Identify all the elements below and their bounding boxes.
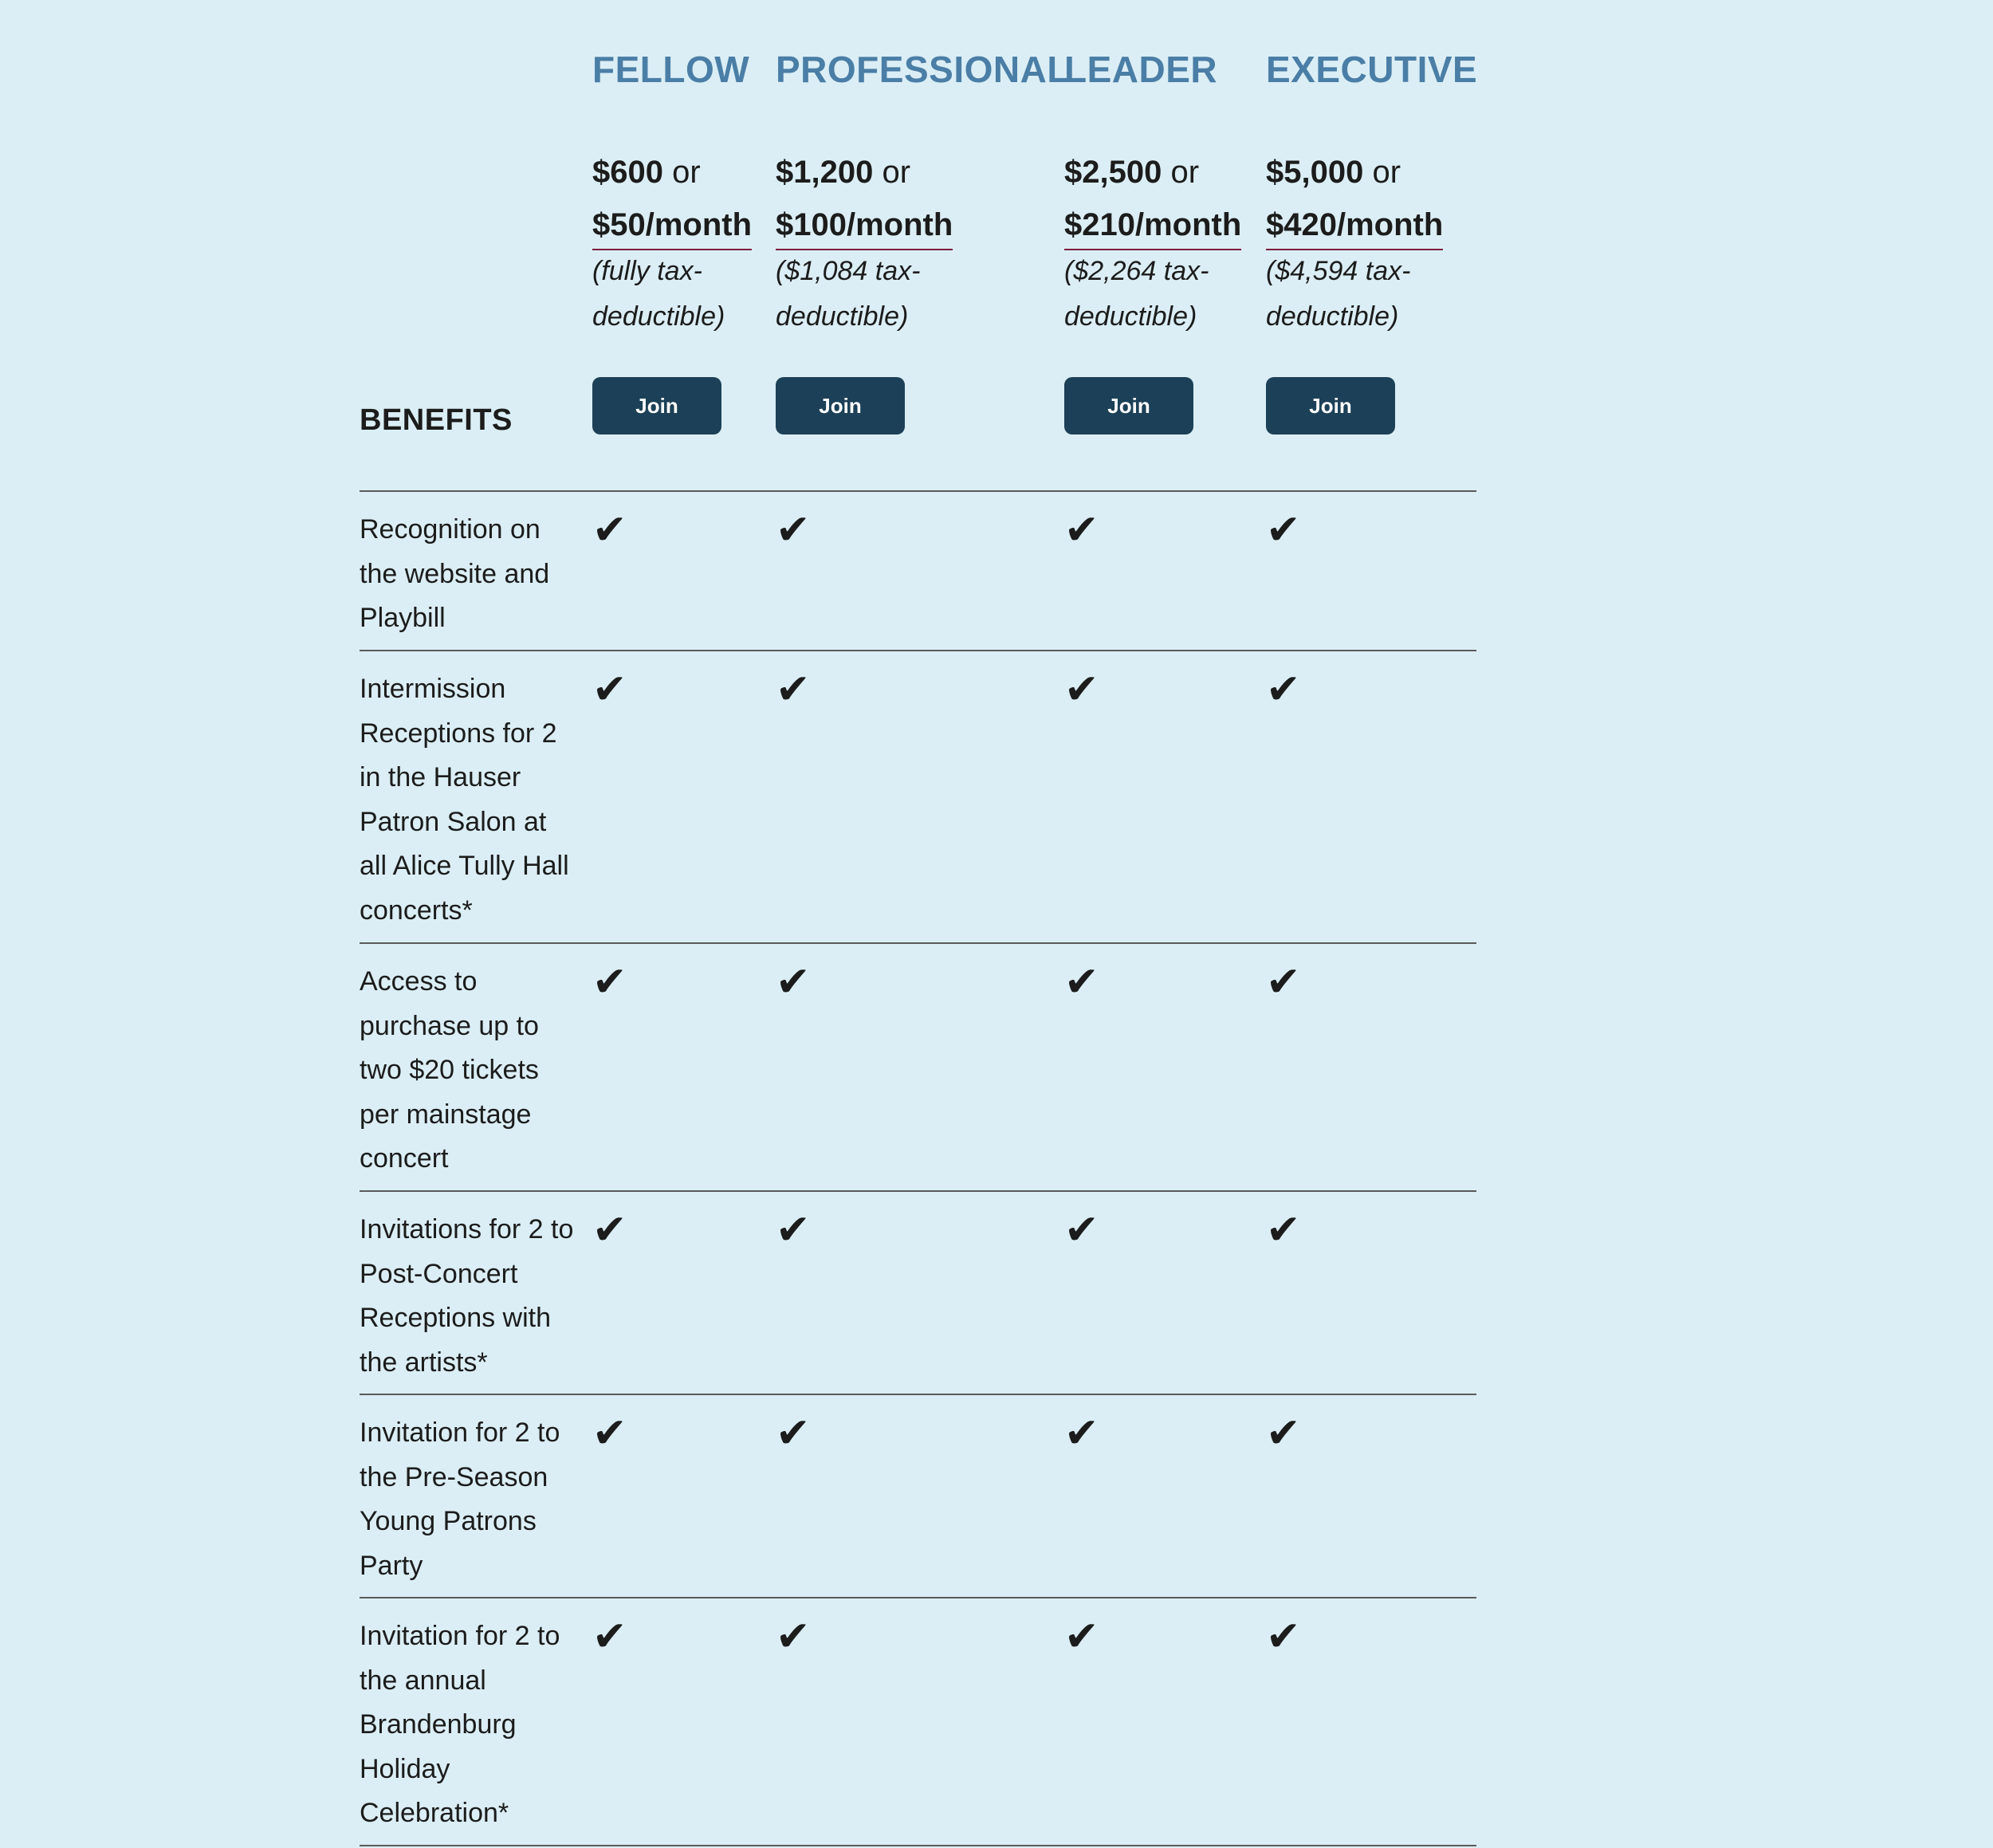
monthly-price: $420/month [1266, 201, 1443, 250]
benefit-label-line: in the Hauser [360, 762, 521, 792]
check-icon-professional: ✔ [776, 666, 811, 713]
benefit-label-line: Young Patrons [360, 1506, 537, 1536]
benefit-label [360, 1614, 591, 1836]
benefit-label-line: concerts* [360, 895, 473, 926]
tier-price-executive [1266, 146, 1443, 251]
benefit-label [360, 667, 591, 933]
benefit-label-line: Brandenburg [360, 1709, 517, 1740]
check-icon-fellow: ✔ [592, 666, 627, 713]
join-button-leader[interactable]: Join [1064, 377, 1193, 434]
check-icon-fellow: ✔ [592, 959, 627, 1005]
benefit-label [360, 1411, 591, 1588]
benefit-label-line: Intermission [360, 674, 506, 704]
benefit-row-post-concert-receptions [360, 1190, 1476, 1395]
tax-note-fellow [592, 249, 784, 340]
check-icon-professional: ✔ [776, 1614, 811, 1660]
price-or: or [882, 155, 911, 190]
benefit-label-line: the website and [360, 558, 550, 589]
benefit-row-pre-season-party [360, 1394, 1476, 1598]
check-icon-fellow: ✔ [592, 1207, 627, 1253]
check-icon-leader: ✔ [1064, 507, 1099, 553]
table-bottom-divider [360, 1845, 1476, 1846]
benefit-label [360, 960, 591, 1182]
benefit-label-line: Patron Salon at [360, 806, 547, 837]
tier-name-fellow: FELLOW [592, 49, 750, 90]
tax-note-line: deductible) [1266, 301, 1399, 332]
monthly-price: $50/month [592, 201, 752, 250]
tax-note-line: deductible) [1064, 301, 1197, 332]
annual-price: $2,500 [1064, 155, 1162, 190]
price-or: or [1372, 155, 1401, 190]
benefit-label-line: Post-Concert [360, 1258, 518, 1289]
check-icon-executive: ✔ [1266, 1614, 1301, 1660]
benefit-row-recognition [360, 490, 1476, 651]
benefit-label-line: Party [360, 1550, 423, 1581]
benefit-label-line: concert [360, 1143, 449, 1174]
check-icon-leader: ✔ [1064, 959, 1099, 1005]
benefit-label-line: Celebration* [360, 1798, 509, 1828]
check-icon-executive: ✔ [1266, 1207, 1301, 1253]
price-or: or [1170, 155, 1200, 190]
tier-name-executive: EXECUTIVE [1266, 49, 1478, 90]
annual-price: $1,200 [776, 155, 874, 190]
check-icon-leader: ✔ [1064, 1207, 1099, 1253]
benefit-row-holiday-celebration [360, 1597, 1476, 1846]
tax-note-line: (fully tax- [592, 256, 702, 286]
check-icon-professional: ✔ [776, 1410, 811, 1457]
benefit-label-line: Receptions for 2 [360, 718, 557, 749]
join-button-executive[interactable]: Join [1266, 377, 1395, 434]
tax-note-line: ($4,594 tax- [1266, 256, 1411, 286]
tax-note-line: ($2,264 tax- [1064, 256, 1209, 286]
check-icon-leader: ✔ [1064, 666, 1099, 713]
benefit-label-line: Recognition on [360, 514, 541, 545]
check-icon-professional: ✔ [776, 507, 811, 553]
benefit-label [360, 1208, 591, 1385]
benefit-row-intermission-receptions [360, 650, 1476, 944]
benefit-label [360, 508, 591, 641]
tier-name-professional: PROFESSIONAL [776, 49, 1070, 90]
tier-price-fellow [592, 146, 752, 251]
check-icon-fellow: ✔ [592, 507, 627, 553]
check-icon-executive: ✔ [1266, 959, 1301, 1005]
tax-note-line: deductible) [592, 301, 725, 332]
benefit-label-line: purchase up to [360, 1010, 539, 1041]
tax-note-executive [1266, 249, 1457, 340]
check-icon-executive: ✔ [1266, 507, 1301, 553]
tier-price-leader [1064, 146, 1241, 251]
monthly-price: $210/month [1064, 201, 1241, 250]
check-icon-professional: ✔ [776, 1207, 811, 1253]
benefit-label-line: per mainstage [360, 1099, 532, 1130]
benefit-label-line: the Pre-Season [360, 1461, 548, 1492]
benefit-label-line: Holiday [360, 1753, 450, 1784]
check-icon-professional: ✔ [776, 959, 811, 1005]
price-or: or [672, 155, 701, 190]
benefit-label-line: Receptions with [360, 1303, 552, 1333]
tier-name-leader: LEADER [1064, 49, 1218, 90]
annual-price: $600 [592, 155, 663, 190]
benefit-label-line: Access to [360, 966, 478, 997]
benefit-label-line: Invitation for 2 to [360, 1621, 560, 1651]
monthly-price: $100/month [776, 201, 953, 250]
check-icon-executive: ✔ [1266, 1410, 1301, 1457]
check-icon-leader: ✔ [1064, 1614, 1099, 1660]
benefit-label-line: Invitation for 2 to [360, 1417, 560, 1448]
benefit-label-line: all Alice Tully Hall [360, 851, 569, 881]
join-button-professional[interactable]: Join [776, 377, 905, 434]
check-icon-fellow: ✔ [592, 1614, 627, 1660]
annual-price: $5,000 [1266, 155, 1364, 190]
join-button-fellow[interactable]: Join [592, 377, 721, 434]
benefit-label-line: Invitations for 2 to [360, 1214, 574, 1244]
tax-note-line: ($1,084 tax- [776, 256, 921, 286]
benefit-row-ticket-access [360, 942, 1476, 1192]
check-icon-fellow: ✔ [592, 1410, 627, 1457]
benefit-label-line: the annual [360, 1665, 486, 1696]
benefit-label-line: two $20 tickets [360, 1055, 539, 1085]
benefits-heading: BENEFITS [360, 403, 513, 437]
tier-price-professional [776, 146, 953, 251]
tax-note-leader [1064, 249, 1256, 340]
tax-note-line: deductible) [776, 301, 909, 332]
benefit-label-line: the artists* [360, 1347, 488, 1378]
benefit-label-line: Playbill [360, 603, 446, 633]
check-icon-executive: ✔ [1266, 666, 1301, 713]
tax-note-professional [776, 249, 967, 340]
check-icon-leader: ✔ [1064, 1410, 1099, 1457]
